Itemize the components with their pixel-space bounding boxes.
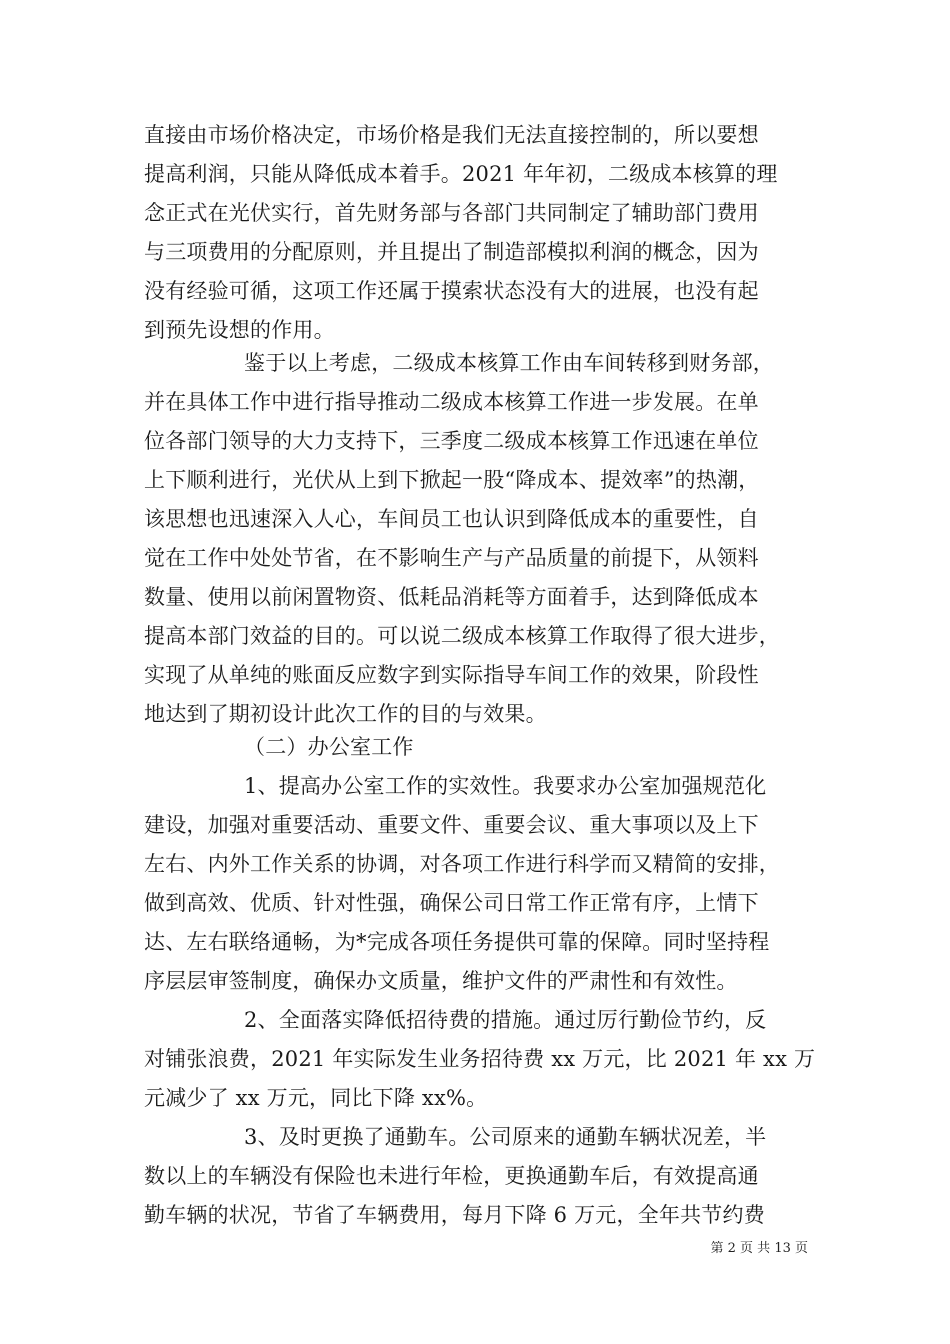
text-line: 勤车辆的状况，节省了车辆费用，每月下降 6 万元，全年共节约费	[144, 1203, 765, 1227]
text-line: 并在具体工作中进行指导推动二级成本核算工作进一步发展。在单	[144, 390, 759, 414]
text-line: 建设，加强对重要活动、重要文件、重要会议、重大事项以及上下	[144, 813, 759, 837]
text-line: 达、左右联络通畅，为*完成各项任务提供可靠的保障。同时坚持程	[144, 930, 770, 954]
text-line: 位各部门领导的大力支持下，三季度二级成本核算工作迅速在单位	[144, 429, 759, 453]
text-line: 做到高效、优质、针对性强，确保公司日常工作正常有序，上情下	[144, 891, 759, 915]
text-line: 数以上的车辆没有保险也未进行年检，更换通勤车后，有效提高通	[144, 1164, 759, 1188]
text-line: 实现了从单纯的账面反应数字到实际指导车间工作的效果，阶段性	[144, 663, 759, 687]
text-line: 觉在工作中处处节省，在不影响生产与产品质量的前提下，从领料	[144, 546, 759, 570]
text-line: 提高本部门效益的目的。可以说二级成本核算工作取得了很大进步，	[144, 624, 780, 648]
text-line: 1、提高办公室工作的实效性。我要求办公室加强规范化	[244, 774, 767, 798]
text-line: 2、全面落实降低招待费的措施。通过厉行勤俭节约，反	[244, 1008, 767, 1032]
text-line: 直接由市场价格决定，市场价格是我们无法直接控制的，所以要想	[144, 123, 759, 147]
text-line: 左右、内外工作关系的协调，对各项工作进行科学而又精简的安排，	[144, 852, 780, 876]
section-heading: （二）办公室工作	[244, 735, 414, 759]
text-line: 3、及时更换了通勤车。公司原来的通勤车辆状况差，半	[244, 1125, 767, 1149]
text-line: 念正式在光伏实行，首先财务部与各部门共同制定了辅助部门费用	[144, 201, 759, 225]
text-line: 提高利润，只能从降低成本着手。2021 年年初，二级成本核算的理	[144, 162, 778, 186]
text-line: 到预先设想的作用。	[144, 318, 335, 342]
text-line: 数量、使用以前闲置物资、低耗品消耗等方面着手，达到降低成本	[144, 585, 759, 609]
text-line: 该思想也迅速深入人心，车间员工也认识到降低成本的重要性，自	[144, 507, 759, 531]
text-line: 序层层审签制度，确保办文质量，维护文件的严肃性和有效性。	[144, 969, 738, 993]
text-line: 地达到了期初设计此次工作的目的与效果。	[144, 702, 547, 726]
page-number-footer: 第 2 页 共 13 页	[710, 1241, 808, 1256]
text-line: 上下顺利进行，光伏从上到下掀起一股“降成本、提效率”的热潮，	[144, 468, 760, 492]
text-line: 与三项费用的分配原则，并且提出了制造部模拟利润的概念，因为	[144, 240, 759, 264]
text-line: 对铺张浪费，2021 年实际发生业务招待费 xx 万元，比 2021 年 xx 万	[144, 1047, 816, 1071]
text-line: 元减少了 xx 万元，同比下降 xx%。	[144, 1086, 488, 1110]
text-line: 没有经验可循，这项工作还属于摸索状态没有大的进展，也没有起	[144, 279, 759, 303]
text-line: 鉴于以上考虑，二级成本核算工作由车间转移到财务部，	[244, 351, 774, 375]
